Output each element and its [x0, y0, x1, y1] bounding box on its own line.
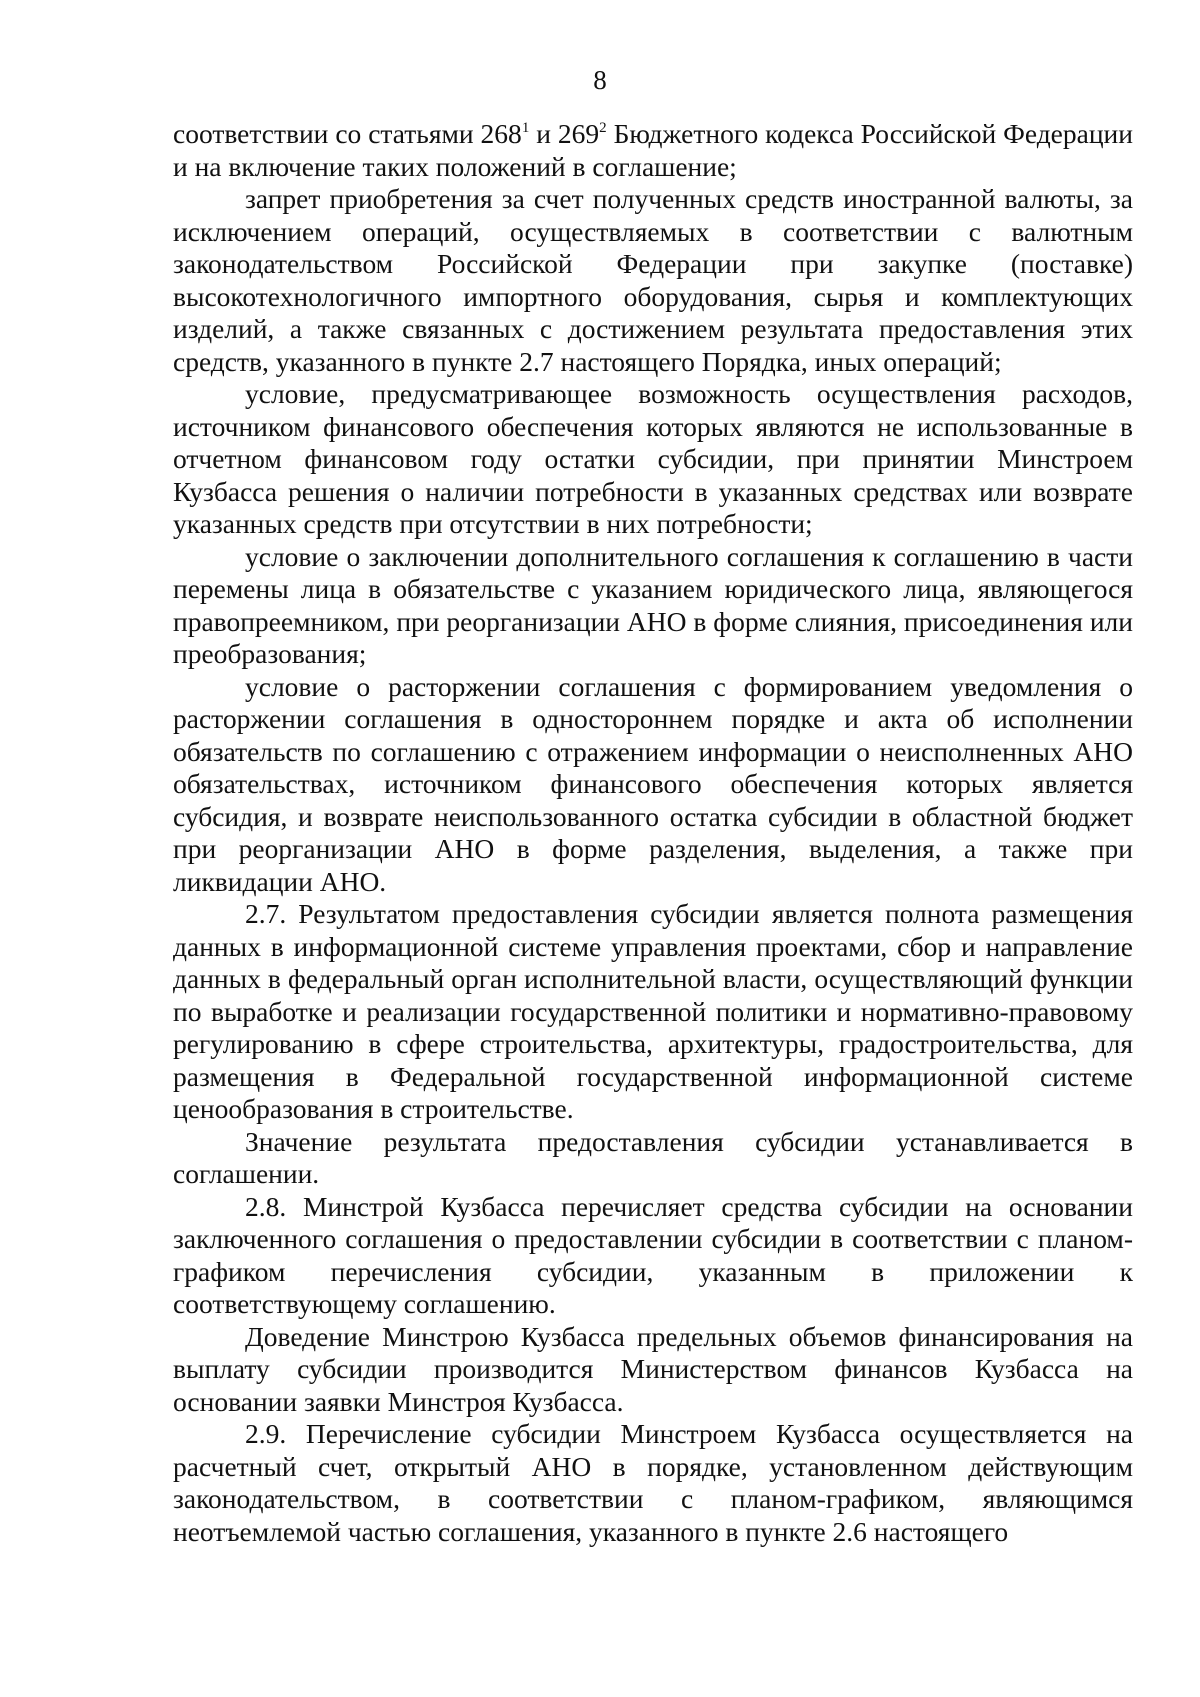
paragraph-text: Бюджетного кодекса Российской Федерации и на включение таких положений в соглашение;	[173, 118, 1133, 182]
paragraph-unused-balance: условие, предусматривающее возможность осуществления расходов, источником финансового обеспечения которых являются не использованные в отчетном финансовом году остатки субсидии, при принятии Минстроем Кузбасса решения о наличии потребности в указанных средствах или возврате указанных средств при отсутствии в них потребности;	[173, 378, 1133, 539]
superscript: 2	[599, 120, 607, 136]
paragraph-currency-ban: запрет приобретения за счет полученных средств иностранной валюты, за исключением операций, осуществляемых в соответствии с валютным законодательством Российской Федерации при закупке (поставке) высокотехнологичного импортного оборудования, сырья и комплектующих изделий, а также связанных с достижением результата предоставления этих средств, указанного в пункте 2.7 настоящего Порядка, иных операций;	[173, 183, 1133, 377]
page-number: 8	[593, 65, 607, 95]
paragraph-funding-limits: Доведение Минстрою Кузбасса предельных объемов финансирования на выплату субсидии производится Министерством финансов Кузбасса на основании заявки Минстроя Кузбасса.	[173, 1320, 1133, 1417]
paragraph-2-9: 2.9. Перечисление субсидии Минстроем Кузбасса осуществляется на расчетный счет, открытый АНО в порядке, установленном действующим законодательством, в соответствии с планом-графиком, являющимся неотъемлемой частью соглашения, указанного в пункте 2.6 настоящего	[173, 1418, 1133, 1547]
paragraph-2-8: 2.8. Минстрой Кузбасса перечисляет средства субсидии на основании заключенного соглашения о предоставлении субсидии в соответствии с планом-графиком перечисления субсидии, указанным в приложении к соответствующему соглашению.	[173, 1190, 1133, 1319]
paragraph-termination: условие о расторжении соглашения с формированием уведомления о расторжении соглашения в одностороннем порядке и акта об исполнении обязательств по соглашению с отражением информации о неисполненных АНО обязательствах, источником финансового обеспечения которых является субсидия, и возврате неиспользованного остатка субсидии в областной бюджет при реорганизации АНО в форме разделения, выделения, а также при ликвидации АНО.	[173, 670, 1133, 897]
paragraph-2-7: 2.7. Результатом предоставления субсидии является полнота размещения данных в информационной системе управления проектами, сбор и направление данных в федеральный орган исполнительной власти, осуществляющий функции по выработке и реализации государственной политики и нормативно-правовому регулированию в сфере строительства, архитектуры, градостроительства, для размещения в Федеральной государственной информационной системе ценообразования в строительстве.	[173, 898, 1133, 1124]
paragraph-result-value: Значение результата предоставления субсидии устанавливается в соглашении.	[173, 1125, 1133, 1189]
paragraph-text: и 269	[529, 118, 600, 149]
paragraph-text: соответствии со статьями 268	[173, 118, 522, 149]
document-body	[173, 118, 1133, 1548]
paragraph-continuation	[173, 118, 1133, 183]
superscript: 1	[521, 120, 530, 136]
paragraph-additional-agreement: условие о заключении дополнительного соглашения к соглашению в части перемены лица в обязательстве с указанием юридического лица, являющегося правопреемником, при реорганизации АНО в форме слияния, присоединения или преобразования;	[173, 540, 1133, 669]
